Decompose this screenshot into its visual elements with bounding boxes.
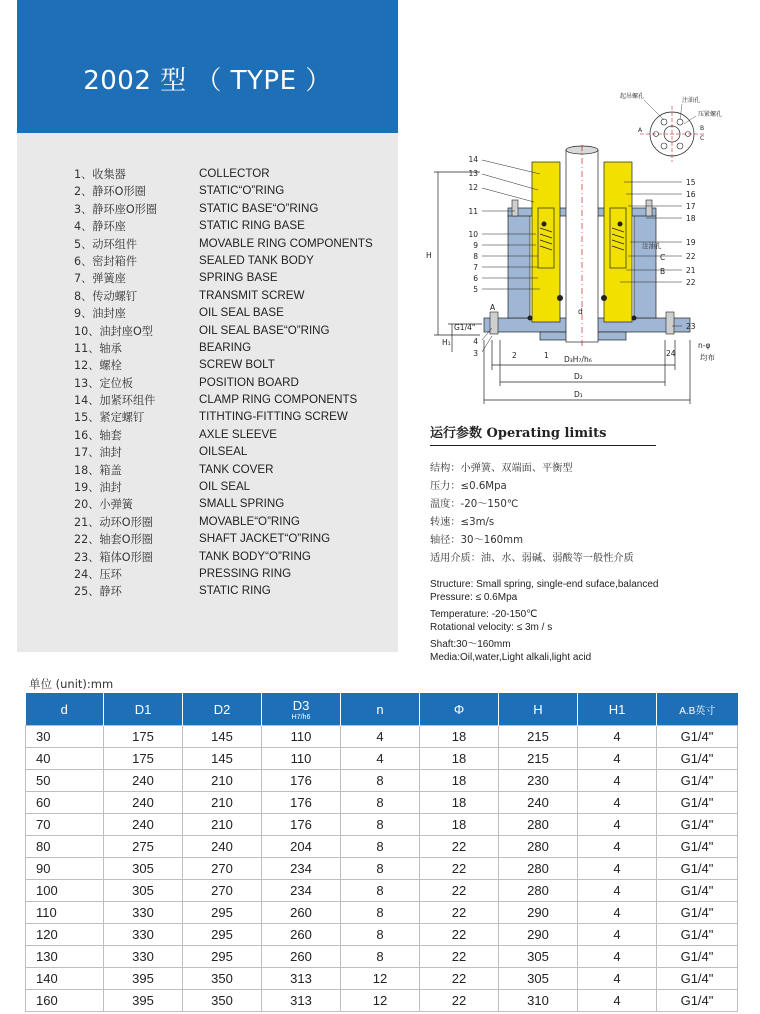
label-d2: D₂ (574, 372, 583, 381)
table-cell: 350 (183, 990, 262, 1012)
table-body (26, 726, 738, 1012)
limits-en-list (430, 578, 690, 664)
part-name-cn: 16、轴套 (74, 428, 122, 442)
table-cell: 30 (26, 726, 104, 748)
column-header-label: d (60, 701, 68, 717)
top-view-c: C (700, 135, 705, 142)
callout-6: 6 (473, 274, 478, 283)
limit-line-en: Shaft:30～160mm (430, 639, 511, 650)
label-even: 均布 (700, 353, 715, 362)
label-c: C (660, 253, 666, 262)
table-cell: 290 (499, 924, 578, 946)
table-cell: 22 (420, 836, 499, 858)
callout-8: 8 (473, 252, 478, 261)
table-cell: 18 (420, 748, 499, 770)
table-cell: 4 (578, 836, 657, 858)
callout-24: 24 (666, 349, 676, 358)
limit-line-en: Media:Oil,water,Light alkali,light acid (430, 652, 592, 663)
callout-13: 13 (468, 169, 478, 178)
table-cell: G1/4" (657, 968, 738, 990)
table-cell: 176 (262, 814, 341, 836)
table-cell: 18 (420, 726, 499, 748)
table-cell: 295 (183, 902, 262, 924)
part-name-en: SEALED TANK BODY (199, 253, 314, 267)
part-name-en: STATIC RING BASE (199, 219, 305, 233)
column-header-label: n (376, 701, 384, 717)
part-name-cn: 24、压环 (74, 567, 122, 581)
table-row (26, 990, 738, 1012)
label-oil-hole: 注油孔 (642, 242, 662, 250)
callout-20: 22 (686, 252, 696, 261)
table-cell: 290 (499, 902, 578, 924)
callout-23: 23 (686, 322, 696, 331)
unit-label: 单位 (unit):mm (29, 677, 114, 691)
table-cell: 8 (341, 946, 420, 968)
table-cell: G1/4" (657, 814, 738, 836)
limit-line-en: Temperature: -20-150℃ (430, 609, 538, 620)
part-name-cn: 22、轴套O形圈 (74, 533, 153, 547)
limit-line-en: Pressure: ≤ 0.6Mpa (430, 592, 518, 603)
table-cell: G1/4" (657, 924, 738, 946)
table-cell: 8 (341, 924, 420, 946)
table-cell: 18 (420, 814, 499, 836)
table-row (26, 858, 738, 880)
table-cell: G1/4" (657, 792, 738, 814)
table-cell: 176 (262, 792, 341, 814)
table-cell: 50 (26, 770, 104, 792)
table-cell: 305 (499, 946, 578, 968)
table-row (26, 946, 738, 968)
table-cell: 280 (499, 880, 578, 902)
table-cell: 215 (499, 726, 578, 748)
table-cell: 110 (262, 726, 341, 748)
table-cell: 4 (578, 902, 657, 924)
callout-14: 14 (468, 155, 478, 164)
part-name-cn: 1、收集器 (74, 168, 126, 181)
column-header-label: D1 (134, 701, 152, 717)
limit-line-cn: 结构：小弹簧、双端面、平衡型 (430, 463, 573, 474)
part-name-cn: 17、油封 (74, 446, 122, 460)
table-cell: 40 (26, 748, 104, 770)
table-cell: 260 (262, 924, 341, 946)
limit-line-cn: 温度：-20～150℃ (430, 499, 519, 510)
label-b: B (660, 267, 666, 276)
column-header-label: D2 (213, 701, 231, 717)
callout-18: 18 (686, 214, 696, 223)
callout-2: 2 (512, 351, 517, 360)
table-cell: 4 (578, 990, 657, 1012)
column-header (499, 693, 578, 726)
limit-line-cn: 压力：≤0.6Mpa (430, 481, 507, 492)
part-name-en: TITHTING-FITTING SCREW (199, 410, 348, 424)
table-cell: 295 (183, 924, 262, 946)
table-cell: 270 (183, 858, 262, 880)
top-view-b: B (700, 125, 705, 132)
part-name-en: AXLE SLEEVE (199, 427, 277, 441)
table-row (26, 836, 738, 858)
part-name-cn: 19、油封 (74, 481, 122, 495)
limit-line-cn: 转速：≤3m/s (430, 517, 495, 528)
table-row (26, 924, 738, 946)
table-cell: 130 (26, 946, 104, 968)
table-cell: 140 (26, 968, 104, 990)
column-header-label: A.B英寸 (679, 705, 716, 717)
label-h1: H₁ (442, 338, 451, 347)
table-cell: G1/4" (657, 902, 738, 924)
part-name-en: POSITION BOARD (199, 375, 299, 389)
table-cell: 395 (104, 968, 183, 990)
part-name-cn: 20、小弹簧 (74, 498, 133, 512)
limits-cn-list (430, 460, 690, 568)
limit-line-en: Structure: Small spring, single-end suface,balanced (430, 579, 659, 590)
column-header-label: Φ (453, 701, 465, 717)
table-cell: 260 (262, 902, 341, 924)
label-d1: D₁ (574, 390, 583, 399)
part-name-en: BEARING (199, 340, 252, 354)
part-name-en: CLAMP RING COMPONENTS (199, 393, 358, 407)
part-name-en: STATIC BASE“O”RING (199, 201, 319, 215)
part-name-cn: 6、密封箱件 (74, 254, 138, 268)
table-cell: 305 (104, 880, 183, 902)
column-header-label: H (533, 701, 543, 717)
part-name-en: TANK COVER (199, 462, 274, 476)
table-cell: 234 (262, 858, 341, 880)
callout-5: 5 (473, 285, 478, 294)
callout-10: 10 (468, 230, 478, 239)
part-name-en: TANK BODY“O”RING (199, 549, 311, 563)
part-name-cn: 11、轴承 (74, 341, 122, 355)
part-name-cn: 4、静环座 (74, 220, 126, 234)
table-cell: 350 (183, 968, 262, 990)
table-cell: G1/4" (657, 880, 738, 902)
table-cell: 240 (499, 792, 578, 814)
part-name-cn: 13、定位板 (74, 376, 133, 390)
table-cell: 80 (26, 836, 104, 858)
part-name-en: TRANSMIT SCREW (199, 288, 305, 302)
callout-21: 21 (686, 266, 696, 275)
callout-15: 15 (686, 178, 696, 187)
table-cell: 280 (499, 836, 578, 858)
table-cell: 110 (26, 902, 104, 924)
table-cell: 8 (341, 814, 420, 836)
table-cell: G1/4" (657, 946, 738, 968)
table-row (26, 792, 738, 814)
table-cell: 22 (420, 858, 499, 880)
table-cell: 305 (499, 968, 578, 990)
table-cell: 22 (420, 902, 499, 924)
callout-3: 3 (473, 349, 478, 358)
table-cell: 22 (420, 880, 499, 902)
table-cell: 210 (183, 814, 262, 836)
part-name-en: OIL SEAL (199, 480, 251, 494)
part-name-cn: 3、静环座O形圈 (74, 202, 158, 216)
table-cell: 110 (262, 748, 341, 770)
table-cell: 295 (183, 946, 262, 968)
table-cell: 12 (341, 990, 420, 1012)
part-name-en: SMALL SPRING (199, 497, 285, 511)
part-name-en: SHAFT JACKET“O”RING (199, 532, 331, 546)
table-cell: 160 (26, 990, 104, 1012)
table-cell: 22 (420, 968, 499, 990)
part-name-en: COLLECTOR (199, 167, 270, 180)
column-header (262, 693, 341, 726)
table-cell: 270 (183, 880, 262, 902)
table-cell: 4 (578, 968, 657, 990)
table-row (26, 770, 738, 792)
table-row (26, 726, 738, 748)
table-cell: 8 (341, 792, 420, 814)
label-d3: D₃H₇/h₆ (564, 355, 592, 364)
table-cell: 210 (183, 770, 262, 792)
table-cell: 70 (26, 814, 104, 836)
part-name-cn: 5、动环组件 (74, 237, 138, 251)
table-cell: 22 (420, 990, 499, 1012)
limit-line-cn: 轴径：30～160mm (430, 535, 524, 546)
table-row (26, 748, 738, 770)
part-name-cn: 12、螺栓 (74, 359, 122, 373)
part-name-en: MOVABLE RING COMPONENTS (199, 236, 373, 250)
callout-19: 19 (686, 238, 696, 247)
top-view-a: A (638, 127, 643, 134)
callout-17: 17 (686, 202, 696, 211)
part-name-en: PRESSING RING (199, 566, 292, 580)
top-view-lift-hole: 起吊螺孔 (620, 93, 645, 100)
table-cell: 22 (420, 924, 499, 946)
table-cell: 4 (578, 924, 657, 946)
callout-12: 12 (468, 183, 478, 192)
part-name-cn: 7、弹簧座 (74, 272, 126, 286)
table-cell: 313 (262, 968, 341, 990)
table-cell: 4 (578, 814, 657, 836)
table-cell: 260 (262, 946, 341, 968)
table-cell: 90 (26, 858, 104, 880)
table-cell: 18 (420, 770, 499, 792)
table-cell: G1/4" (657, 770, 738, 792)
table-cell: 175 (104, 726, 183, 748)
part-name-en: STATIC“O”RING (199, 184, 285, 198)
part-name-en: OIL SEAL BASE (199, 306, 284, 320)
column-header (26, 693, 104, 726)
table-cell: 280 (499, 858, 578, 880)
dimension-table (25, 693, 738, 1012)
table-cell: 4 (341, 726, 420, 748)
table-row (26, 902, 738, 924)
top-view-diagram (600, 90, 730, 170)
page-title: 2002 型 （ TYPE ） (83, 66, 332, 96)
column-header-label: D3 (292, 697, 310, 713)
table-cell: 330 (104, 902, 183, 924)
callout-7: 7 (473, 263, 478, 272)
column-header (420, 693, 499, 726)
column-header-sub: H7/h6 (291, 713, 311, 721)
table-cell: G1/4" (657, 748, 738, 770)
column-header (657, 693, 738, 726)
table-cell: 204 (262, 836, 341, 858)
table-cell: G1/4" (657, 858, 738, 880)
part-name-cn: 15、紧定螺钉 (74, 411, 145, 425)
table-row (26, 814, 738, 836)
part-name-cn: 8、传动螺钉 (74, 289, 138, 303)
part-name-cn: 25、静环 (74, 585, 122, 599)
callout-16: 16 (686, 190, 696, 199)
callout-1: 1 (544, 351, 549, 360)
table-cell: 8 (341, 836, 420, 858)
label-d: d (578, 307, 583, 316)
column-header (104, 693, 183, 726)
part-name-cn: 10、油封座O型 (74, 324, 153, 338)
table-cell: 330 (104, 946, 183, 968)
table-cell: 22 (420, 946, 499, 968)
table-cell: 4 (578, 880, 657, 902)
top-view-oil-inject: 注油孔 (682, 97, 701, 104)
table-header-row (26, 693, 738, 726)
label-h: H (426, 251, 432, 260)
callout-4: 4 (473, 337, 478, 346)
table-cell: 8 (341, 770, 420, 792)
table-cell: 4 (578, 946, 657, 968)
table-cell: 395 (104, 990, 183, 1012)
table-cell: 310 (499, 990, 578, 1012)
column-header-label: H1 (608, 701, 626, 717)
table-cell: 12 (341, 968, 420, 990)
table-cell: 8 (341, 880, 420, 902)
table-cell: 210 (183, 792, 262, 814)
table-cell: 240 (104, 770, 183, 792)
table-cell: 120 (26, 924, 104, 946)
part-name-en: OIL SEAL BASE“O”RING (199, 323, 330, 337)
table-cell: 100 (26, 880, 104, 902)
table-cell: 145 (183, 726, 262, 748)
table-cell: 4 (578, 726, 657, 748)
limit-line-cn: 适用介质：油、水、弱碱、弱酸等一般性介质 (430, 553, 634, 564)
table-cell: 4 (578, 792, 657, 814)
table-cell: 4 (578, 858, 657, 880)
table-cell: 234 (262, 880, 341, 902)
table-cell: 215 (499, 748, 578, 770)
label-n-phi: n-φ (698, 341, 711, 350)
label-g14: G1/4" (454, 323, 476, 332)
table-cell: 4 (578, 770, 657, 792)
callout-22: 22 (686, 278, 696, 287)
table-cell: 18 (420, 792, 499, 814)
table-cell: G1/4" (657, 990, 738, 1012)
table-cell: 313 (262, 990, 341, 1012)
table-row (26, 880, 738, 902)
callout-11: 11 (468, 207, 478, 216)
part-name-en: SCREW BOLT (199, 358, 275, 372)
table-cell: 275 (104, 836, 183, 858)
table-cell: 176 (262, 770, 341, 792)
callout-9: 9 (473, 241, 478, 250)
limit-line-en: Rotational velocity: ≤ 3m / s (430, 622, 553, 633)
table-row (26, 968, 738, 990)
table-cell: 175 (104, 748, 183, 770)
table-cell: 8 (341, 902, 420, 924)
table-cell: 230 (499, 770, 578, 792)
column-header (341, 693, 420, 726)
table-cell: 240 (104, 814, 183, 836)
table-cell: G1/4" (657, 726, 738, 748)
column-header (578, 693, 657, 726)
part-name-en: STATIC RING (199, 584, 271, 598)
column-header (183, 693, 262, 726)
label-a: A (490, 303, 496, 312)
table-cell: 240 (104, 792, 183, 814)
table-cell: 305 (104, 858, 183, 880)
top-view-press-screw: 压紧螺孔 (698, 111, 723, 118)
part-name-cn: 23、箱体O形圈 (74, 550, 153, 564)
part-name-cn: 2、静环O形圈 (74, 185, 146, 199)
part-name-en: SPRING BASE (199, 271, 278, 285)
table-cell: 240 (183, 836, 262, 858)
table-cell: 60 (26, 792, 104, 814)
part-name-cn: 14、加紧环组件 (74, 394, 156, 408)
operating-limits (430, 422, 690, 664)
table-cell: 8 (341, 858, 420, 880)
part-name-en: MOVABLE“O”RING (199, 514, 300, 528)
table-cell: 280 (499, 814, 578, 836)
part-name-cn: 9、油封座 (74, 307, 126, 321)
table-cell: G1/4" (657, 836, 738, 858)
part-name-cn: 21、动环O形圈 (74, 515, 153, 529)
table-cell: 4 (341, 748, 420, 770)
limits-title: 运行参数 Operating limits (430, 422, 656, 446)
table-cell: 4 (578, 748, 657, 770)
part-name-cn: 18、箱盖 (74, 463, 122, 477)
table-cell: 330 (104, 924, 183, 946)
part-name-en: OILSEAL (199, 445, 248, 459)
table-cell: 145 (183, 748, 262, 770)
